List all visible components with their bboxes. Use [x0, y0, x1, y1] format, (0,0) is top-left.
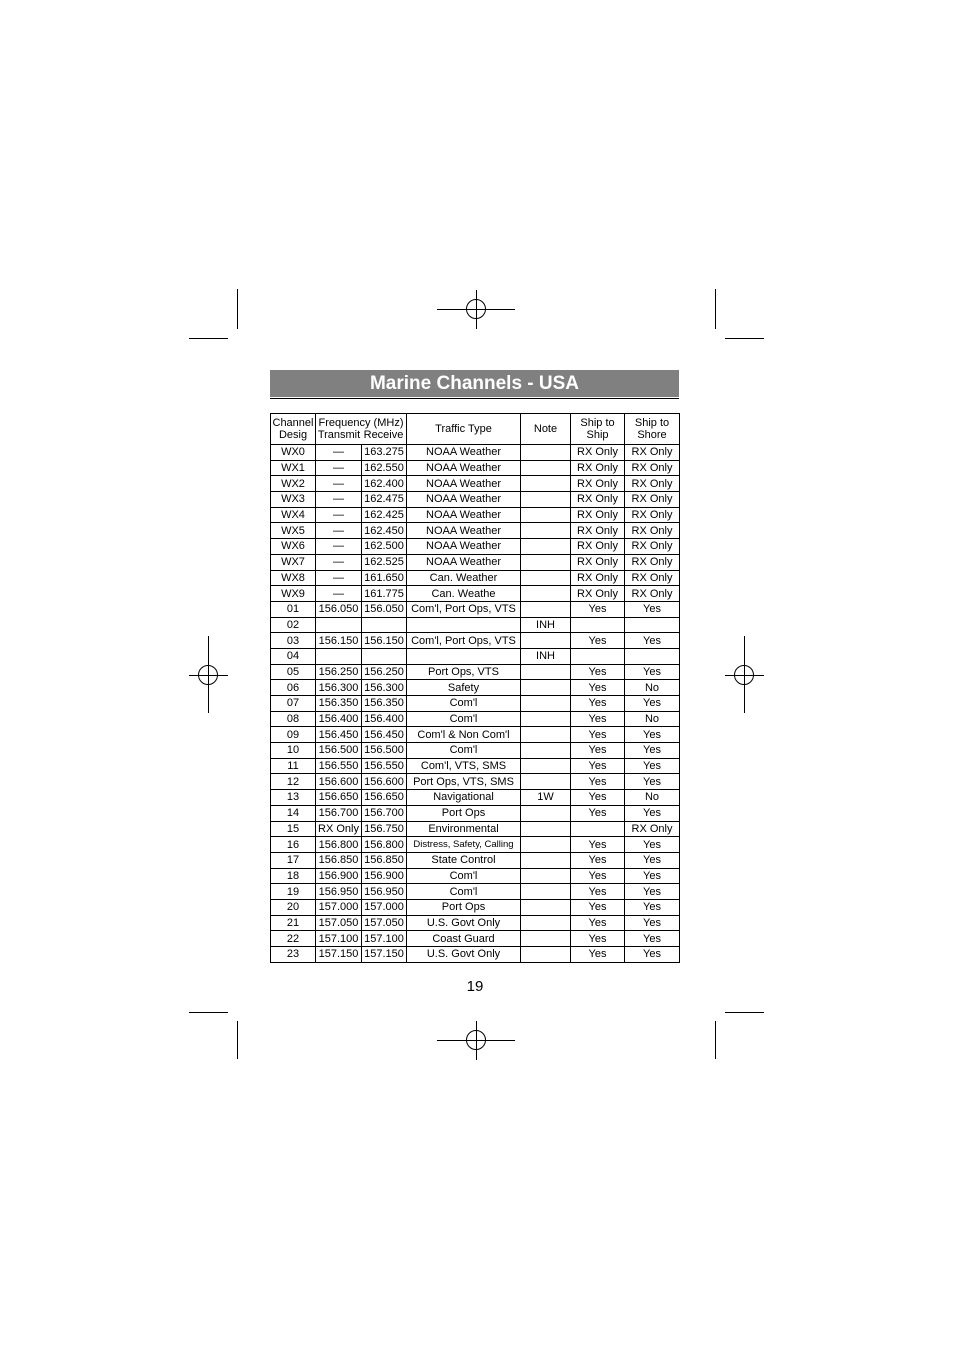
- cell-transmit: 157.150: [316, 947, 362, 963]
- table-row: [271, 492, 680, 508]
- cell-note: [521, 758, 571, 774]
- cell-ship-to-ship: Yes: [571, 601, 625, 617]
- table-row: [271, 664, 680, 680]
- cell-note: INH: [521, 648, 571, 664]
- cell-receive: 156.450: [362, 727, 407, 743]
- crop-mark: [715, 289, 716, 329]
- cell-traffic-type: Can. Weathe: [407, 586, 521, 602]
- cell-note: [521, 947, 571, 963]
- header-traffic-type: Traffic Type: [407, 414, 521, 445]
- cell-ship-to-shore: [625, 617, 680, 633]
- cell-receive: 162.525: [362, 554, 407, 570]
- cell-traffic-type: Com'l, Port Ops, VTS: [407, 601, 521, 617]
- cell-ship-to-ship: Yes: [571, 837, 625, 853]
- cell-transmit: 156.950: [316, 884, 362, 900]
- cell-transmit: 156.550: [316, 758, 362, 774]
- cell-transmit: —: [316, 570, 362, 586]
- cell-note: [521, 460, 571, 476]
- cell-ship-to-shore: Yes: [625, 837, 680, 853]
- table-row: [271, 601, 680, 617]
- cell-traffic-type: Port Ops: [407, 899, 521, 915]
- cell-traffic-type: NOAA Weather: [407, 507, 521, 523]
- cell-ship-to-shore: Yes: [625, 727, 680, 743]
- cell-ship-to-ship: Yes: [571, 931, 625, 947]
- cell-receive: 156.350: [362, 696, 407, 712]
- cell-transmit: —: [316, 460, 362, 476]
- cell-ship-to-shore: RX Only: [625, 539, 680, 555]
- cell-transmit: 156.600: [316, 774, 362, 790]
- cell-note: [521, 884, 571, 900]
- cell-channel: 10: [271, 743, 316, 759]
- table-header-row: [271, 414, 680, 445]
- cell-ship-to-ship: RX Only: [571, 476, 625, 492]
- cell-ship-to-ship: Yes: [571, 743, 625, 759]
- cell-transmit: 156.400: [316, 711, 362, 727]
- cell-receive: 161.775: [362, 586, 407, 602]
- cell-receive: 162.500: [362, 539, 407, 555]
- table-row: [271, 790, 680, 806]
- cell-channel: 02: [271, 617, 316, 633]
- cell-traffic-type: Com'l: [407, 743, 521, 759]
- cell-receive: 156.250: [362, 664, 407, 680]
- cell-ship-to-ship: RX Only: [571, 554, 625, 570]
- cell-note: [521, 445, 571, 461]
- cell-channel: 12: [271, 774, 316, 790]
- cell-ship-to-shore: Yes: [625, 696, 680, 712]
- cell-ship-to-shore: RX Only: [625, 821, 680, 837]
- table-row: [271, 523, 680, 539]
- cell-receive: 156.400: [362, 711, 407, 727]
- table-row: [271, 743, 680, 759]
- cell-ship-to-shore: Yes: [625, 868, 680, 884]
- table-row: [271, 445, 680, 461]
- table-row: [271, 805, 680, 821]
- table-row: [271, 711, 680, 727]
- cell-ship-to-ship: Yes: [571, 852, 625, 868]
- header-ship-ship-line2: Ship: [586, 429, 609, 441]
- cell-channel: 13: [271, 790, 316, 806]
- cell-channel: WX9: [271, 586, 316, 602]
- cell-note: [521, 727, 571, 743]
- cell-note: [521, 711, 571, 727]
- cell-receive: 156.650: [362, 790, 407, 806]
- cell-ship-to-ship: RX Only: [571, 586, 625, 602]
- cell-traffic-type: Distress, Safety, Calling: [407, 837, 521, 853]
- cell-ship-to-shore: Yes: [625, 601, 680, 617]
- cell-channel: 11: [271, 758, 316, 774]
- cell-traffic-type: NOAA Weather: [407, 460, 521, 476]
- cell-receive: 156.700: [362, 805, 407, 821]
- cell-receive: 161.650: [362, 570, 407, 586]
- cell-ship-to-shore: No: [625, 680, 680, 696]
- cell-traffic-type: Port Ops: [407, 805, 521, 821]
- cell-transmit: —: [316, 539, 362, 555]
- cell-note: [521, 554, 571, 570]
- cell-ship-to-shore: No: [625, 790, 680, 806]
- page-title: Marine Channels - USA: [270, 370, 679, 397]
- cell-receive: 162.475: [362, 492, 407, 508]
- cell-ship-to-ship: Yes: [571, 680, 625, 696]
- cell-traffic-type: NOAA Weather: [407, 476, 521, 492]
- cell-note: [521, 523, 571, 539]
- crop-mark: [725, 338, 764, 339]
- cell-transmit: [316, 617, 362, 633]
- cell-receive: 156.550: [362, 758, 407, 774]
- cell-note: [521, 805, 571, 821]
- cell-traffic-type: Com'l: [407, 868, 521, 884]
- cell-note: [521, 743, 571, 759]
- table-body: [271, 445, 680, 963]
- cell-receive: 156.950: [362, 884, 407, 900]
- cell-channel: 19: [271, 884, 316, 900]
- cell-note: [521, 633, 571, 649]
- crop-mark: [715, 1021, 716, 1059]
- cell-transmit: 156.850: [316, 852, 362, 868]
- table-row: [271, 899, 680, 915]
- cell-receive: 156.750: [362, 821, 407, 837]
- cell-traffic-type: NOAA Weather: [407, 539, 521, 555]
- cell-channel: WX6: [271, 539, 316, 555]
- cell-ship-to-shore: [625, 648, 680, 664]
- cell-traffic-type: NOAA Weather: [407, 445, 521, 461]
- cell-receive: 162.400: [362, 476, 407, 492]
- cell-ship-to-ship: [571, 821, 625, 837]
- cell-channel: 23: [271, 947, 316, 963]
- cell-channel: 06: [271, 680, 316, 696]
- cell-receive: [362, 648, 407, 664]
- cell-transmit: —: [316, 507, 362, 523]
- cell-channel: WX5: [271, 523, 316, 539]
- cell-ship-to-shore: RX Only: [625, 523, 680, 539]
- cell-ship-to-shore: Yes: [625, 758, 680, 774]
- cell-ship-to-ship: Yes: [571, 711, 625, 727]
- cell-transmit: —: [316, 586, 362, 602]
- cell-ship-to-ship: RX Only: [571, 523, 625, 539]
- cell-ship-to-ship: Yes: [571, 899, 625, 915]
- table-row: [271, 633, 680, 649]
- cell-receive: 156.900: [362, 868, 407, 884]
- cell-ship-to-ship: [571, 648, 625, 664]
- cell-channel: 18: [271, 868, 316, 884]
- cell-transmit: 157.100: [316, 931, 362, 947]
- cell-note: [521, 915, 571, 931]
- cell-ship-to-ship: Yes: [571, 868, 625, 884]
- table-row: [271, 460, 680, 476]
- cell-ship-to-ship: RX Only: [571, 507, 625, 523]
- table-row: [271, 837, 680, 853]
- cell-channel: WX0: [271, 445, 316, 461]
- cell-transmit: 156.050: [316, 601, 362, 617]
- marine-channels-table: [270, 413, 680, 963]
- cell-ship-to-shore: RX Only: [625, 554, 680, 570]
- table-row: [271, 696, 680, 712]
- cell-channel: 14: [271, 805, 316, 821]
- cell-receive: 162.450: [362, 523, 407, 539]
- cell-ship-to-ship: Yes: [571, 727, 625, 743]
- table-row: [271, 931, 680, 947]
- cell-ship-to-shore: RX Only: [625, 507, 680, 523]
- cell-receive: 156.150: [362, 633, 407, 649]
- cell-note: [521, 680, 571, 696]
- cell-ship-to-ship: RX Only: [571, 460, 625, 476]
- header-note: Note: [521, 414, 571, 445]
- cell-ship-to-shore: RX Only: [625, 586, 680, 602]
- cell-ship-to-ship: Yes: [571, 758, 625, 774]
- cell-note: [521, 507, 571, 523]
- cell-traffic-type: Coast Guard: [407, 931, 521, 947]
- cell-transmit: 156.350: [316, 696, 362, 712]
- cell-ship-to-ship: Yes: [571, 884, 625, 900]
- cell-ship-to-ship: Yes: [571, 790, 625, 806]
- cell-note: [521, 586, 571, 602]
- cell-transmit: —: [316, 492, 362, 508]
- cell-transmit: 156.500: [316, 743, 362, 759]
- cell-channel: 17: [271, 852, 316, 868]
- cell-transmit: 157.000: [316, 899, 362, 915]
- cell-ship-to-ship: Yes: [571, 633, 625, 649]
- cell-transmit: 156.250: [316, 664, 362, 680]
- cell-channel: 01: [271, 601, 316, 617]
- cell-note: [521, 774, 571, 790]
- cell-channel: WX7: [271, 554, 316, 570]
- table-row: [271, 570, 680, 586]
- cell-receive: 162.425: [362, 507, 407, 523]
- cell-ship-to-shore: Yes: [625, 774, 680, 790]
- cell-note: [521, 837, 571, 853]
- table-row: [271, 758, 680, 774]
- cell-traffic-type: U.S. Govt Only: [407, 947, 521, 963]
- cell-channel: 08: [271, 711, 316, 727]
- cell-note: 1W: [521, 790, 571, 806]
- header-desig: Desig: [278, 429, 308, 441]
- cell-ship-to-ship: [571, 617, 625, 633]
- cell-traffic-type: Com'l, Port Ops, VTS: [407, 633, 521, 649]
- cell-receive: 157.050: [362, 915, 407, 931]
- cell-traffic-type: U.S. Govt Only: [407, 915, 521, 931]
- cell-channel: WX8: [271, 570, 316, 586]
- crop-mark: [725, 1012, 764, 1013]
- crop-mark: [237, 1021, 238, 1059]
- registration-circle: [466, 1030, 486, 1050]
- cell-note: [521, 931, 571, 947]
- header-ship-to-ship: [571, 414, 625, 445]
- cell-note: [521, 601, 571, 617]
- cell-transmit: 157.050: [316, 915, 362, 931]
- table-row: [271, 915, 680, 931]
- cell-receive: 156.600: [362, 774, 407, 790]
- cell-channel: WX1: [271, 460, 316, 476]
- cell-channel: 07: [271, 696, 316, 712]
- header-receive: Receive: [363, 429, 404, 441]
- cell-traffic-type: Navigational: [407, 790, 521, 806]
- table-row: [271, 680, 680, 696]
- cell-channel: WX3: [271, 492, 316, 508]
- cell-receive: 156.300: [362, 680, 407, 696]
- cell-receive: [362, 617, 407, 633]
- cell-ship-to-shore: Yes: [625, 931, 680, 947]
- cell-ship-to-shore: RX Only: [625, 492, 680, 508]
- cell-traffic-type: State Control: [407, 852, 521, 868]
- cell-channel: WX4: [271, 507, 316, 523]
- crop-mark: [189, 1012, 228, 1013]
- cell-traffic-type: Com'l: [407, 711, 521, 727]
- table-row: [271, 539, 680, 555]
- cell-channel: 09: [271, 727, 316, 743]
- registration-circle: [198, 665, 218, 685]
- cell-receive: 157.000: [362, 899, 407, 915]
- cell-traffic-type: Can. Weather: [407, 570, 521, 586]
- cell-note: [521, 821, 571, 837]
- cell-channel: 15: [271, 821, 316, 837]
- crop-mark: [237, 289, 238, 329]
- page-number: 19: [466, 978, 484, 995]
- cell-note: [521, 570, 571, 586]
- cell-receive: 156.800: [362, 837, 407, 853]
- cell-ship-to-ship: Yes: [571, 805, 625, 821]
- cell-transmit: 156.450: [316, 727, 362, 743]
- cell-traffic-type: Environmental: [407, 821, 521, 837]
- cell-ship-to-ship: RX Only: [571, 539, 625, 555]
- cell-ship-to-ship: RX Only: [571, 492, 625, 508]
- cell-receive: 156.500: [362, 743, 407, 759]
- cell-ship-to-shore: Yes: [625, 633, 680, 649]
- crop-mark: [189, 338, 228, 339]
- table-row: [271, 554, 680, 570]
- header-frequency: [316, 414, 407, 445]
- cell-traffic-type: NOAA Weather: [407, 523, 521, 539]
- header-transmit: Transmit: [317, 429, 361, 441]
- cell-ship-to-ship: Yes: [571, 947, 625, 963]
- cell-ship-to-shore: Yes: [625, 899, 680, 915]
- registration-circle: [734, 665, 754, 685]
- cell-note: [521, 899, 571, 915]
- table-row: [271, 476, 680, 492]
- cell-receive: 162.550: [362, 460, 407, 476]
- cell-ship-to-ship: Yes: [571, 664, 625, 680]
- cell-channel: 16: [271, 837, 316, 853]
- cell-traffic-type: Com'l, VTS, SMS: [407, 758, 521, 774]
- table-row: [271, 617, 680, 633]
- cell-transmit: —: [316, 445, 362, 461]
- cell-ship-to-shore: Yes: [625, 884, 680, 900]
- cell-ship-to-shore: Yes: [625, 915, 680, 931]
- cell-traffic-type: [407, 648, 521, 664]
- cell-channel: 20: [271, 899, 316, 915]
- cell-transmit: —: [316, 476, 362, 492]
- cell-receive: 157.100: [362, 931, 407, 947]
- cell-ship-to-shore: Yes: [625, 743, 680, 759]
- cell-ship-to-shore: Yes: [625, 805, 680, 821]
- cell-note: [521, 868, 571, 884]
- cell-ship-to-ship: RX Only: [571, 570, 625, 586]
- cell-transmit: 156.700: [316, 805, 362, 821]
- cell-traffic-type: Com'l & Non Com'l: [407, 727, 521, 743]
- cell-traffic-type: [407, 617, 521, 633]
- table-row: [271, 774, 680, 790]
- cell-ship-to-shore: Yes: [625, 664, 680, 680]
- cell-channel: 03: [271, 633, 316, 649]
- cell-traffic-type: NOAA Weather: [407, 492, 521, 508]
- cell-transmit: 156.150: [316, 633, 362, 649]
- header-frequency-label: Frequency (MHz): [318, 417, 404, 429]
- cell-note: [521, 852, 571, 868]
- cell-ship-to-ship: Yes: [571, 696, 625, 712]
- cell-traffic-type: NOAA Weather: [407, 554, 521, 570]
- cell-channel: 04: [271, 648, 316, 664]
- cell-channel: 21: [271, 915, 316, 931]
- cell-receive: 156.050: [362, 601, 407, 617]
- table-row: [271, 884, 680, 900]
- cell-transmit: 156.650: [316, 790, 362, 806]
- header-ship-ship-line1: Ship to: [580, 417, 615, 429]
- header-ship-shore-line1: Ship to: [634, 417, 670, 429]
- cell-traffic-type: Com'l: [407, 696, 521, 712]
- cell-transmit: —: [316, 554, 362, 570]
- cell-note: [521, 664, 571, 680]
- cell-channel: 05: [271, 664, 316, 680]
- cell-note: [521, 696, 571, 712]
- cell-traffic-type: Port Ops, VTS, SMS: [407, 774, 521, 790]
- cell-transmit: 156.900: [316, 868, 362, 884]
- cell-transmit: [316, 648, 362, 664]
- cell-transmit: 156.800: [316, 837, 362, 853]
- cell-ship-to-shore: RX Only: [625, 476, 680, 492]
- table-row: [271, 727, 680, 743]
- cell-ship-to-shore: RX Only: [625, 445, 680, 461]
- cell-note: INH: [521, 617, 571, 633]
- table-row: [271, 586, 680, 602]
- cell-receive: 163.275: [362, 445, 407, 461]
- cell-channel: WX2: [271, 476, 316, 492]
- table-row: [271, 821, 680, 837]
- header-channel-desig: [271, 414, 316, 445]
- table-row: [271, 868, 680, 884]
- cell-note: [521, 539, 571, 555]
- cell-transmit: RX Only: [316, 821, 362, 837]
- table-row: [271, 507, 680, 523]
- cell-ship-to-shore: No: [625, 711, 680, 727]
- table-row: [271, 947, 680, 963]
- table-row: [271, 852, 680, 868]
- cell-channel: 22: [271, 931, 316, 947]
- cell-transmit: —: [316, 523, 362, 539]
- cell-ship-to-shore: RX Only: [625, 570, 680, 586]
- table-row: [271, 648, 680, 664]
- cell-ship-to-shore: Yes: [625, 852, 680, 868]
- cell-ship-to-shore: Yes: [625, 947, 680, 963]
- cell-ship-to-shore: RX Only: [625, 460, 680, 476]
- cell-transmit: 156.300: [316, 680, 362, 696]
- cell-ship-to-ship: Yes: [571, 915, 625, 931]
- cell-note: [521, 492, 571, 508]
- cell-receive: 157.150: [362, 947, 407, 963]
- cell-receive: 156.850: [362, 852, 407, 868]
- title-divider: [270, 398, 679, 399]
- cell-ship-to-ship: Yes: [571, 774, 625, 790]
- cell-ship-to-ship: RX Only: [571, 445, 625, 461]
- header-channel: Channel: [272, 417, 314, 429]
- cell-traffic-type: Safety: [407, 680, 521, 696]
- cell-note: [521, 476, 571, 492]
- registration-circle: [466, 299, 486, 319]
- header-ship-shore-line2: Shore: [637, 429, 667, 441]
- header-ship-to-shore: [625, 414, 680, 445]
- cell-traffic-type: Com'l: [407, 884, 521, 900]
- cell-traffic-type: Port Ops, VTS: [407, 664, 521, 680]
